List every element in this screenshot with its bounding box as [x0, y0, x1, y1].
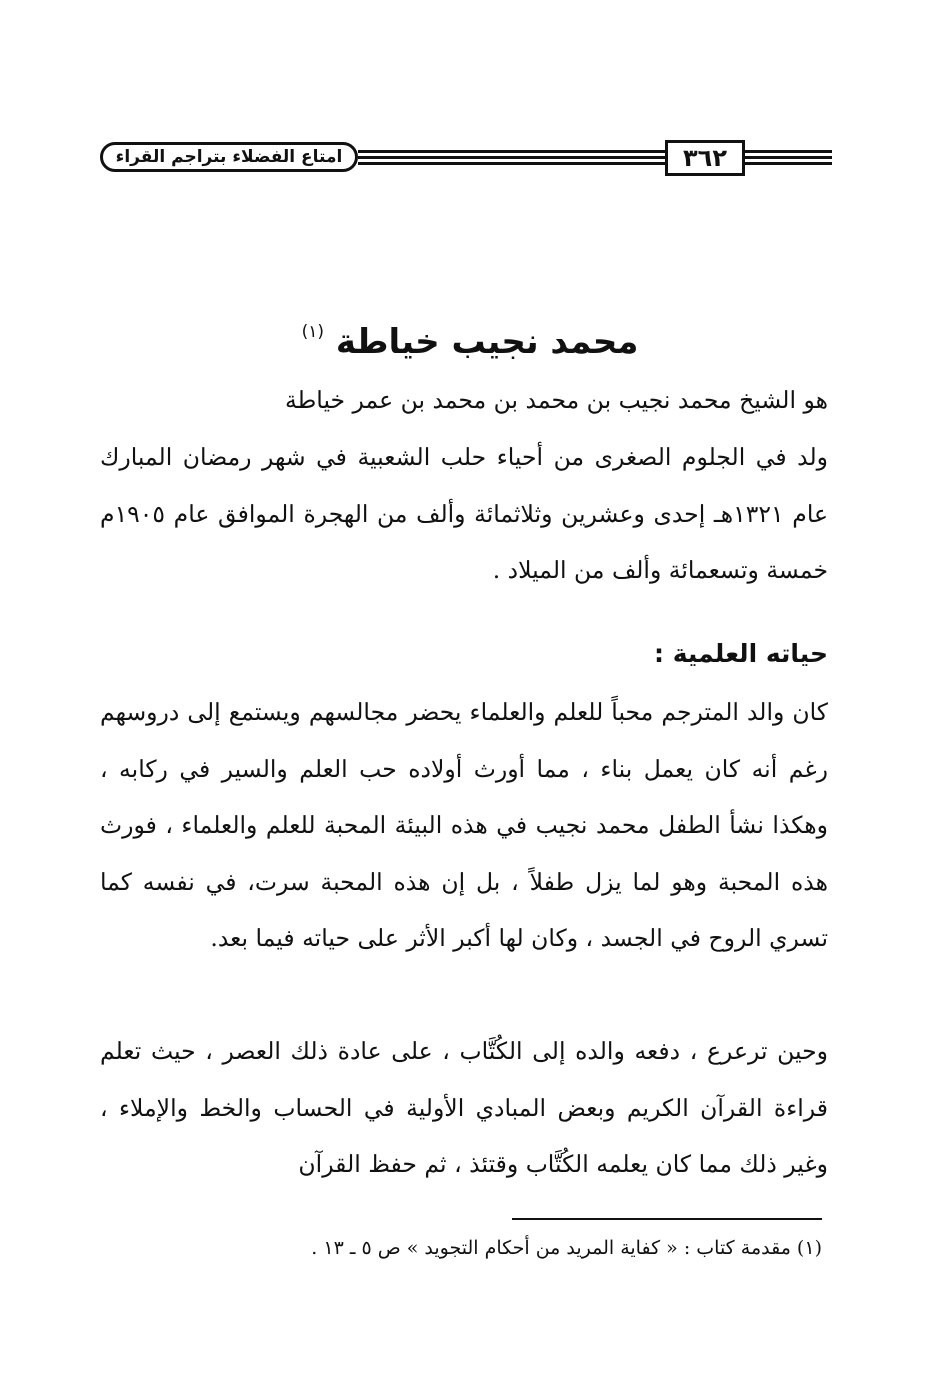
- footnote-rule: [512, 1218, 822, 1220]
- school-paragraph: وحين ترعرع ، دفعه والده إلى الكُتَّاب ، على عادة ذلك العصر ، حيث تعلم قراءة القرآن الكريم وبعض المبادي الأولية في الحساب والخط والإملاء ، وغير ذلك مما كان يعلمه الكُتَّاب وقتئذ ، ثم حفظ القرآن: [100, 1037, 828, 1178]
- entry-title-text: محمد نجيب خياطة: [335, 322, 639, 362]
- header-rule: [358, 162, 832, 165]
- header-rule: [358, 156, 832, 159]
- birth-paragraph: ولد في الجلوم الصغرى من أحياء حلب الشعبية في شهر رمضان المبارك عام ١٣٢١هـ إحدى وعشرين وثلاثمائة وألف من الهجرة الموافق عام ١٩٠٥م خمسة وتسعمائة وألف من الميلاد .: [100, 443, 828, 584]
- header-book-title: امتاع الفضلاء بتراجم القراء: [100, 142, 358, 172]
- name-line: هو الشيخ محمد نجيب بن محمد بن محمد بن عمر خياطة: [284, 386, 828, 414]
- footnote: (١) مقدمة كتاب : « كفاية المريد من أحكام التجويد » ص ٥ ـ ١٣ .: [311, 1237, 822, 1259]
- running-header: [100, 138, 832, 178]
- footnote-marker: (١): [301, 322, 324, 342]
- entry-title: [300, 302, 640, 372]
- life-paragraph: كان والد المترجم محباً للعلم والعلماء يحضر مجالسهم ويستمع إلى دروسهم رغم أنه كان يعمل بناء ، مما أورث أولاده حب العلم والسير في ركابه ، وهكذا نشأ الطفل محمد نجيب في هذه البيئة المحبة للعلم والعلماء ، فورث هذه المحبة وهو لما يزل طفلاً ، بل إن هذه المحبة سرت، في نفسه كما تسري الروح في الجسد ، وكان لها أكبر الأثر على حياته فيما بعد.: [100, 698, 828, 952]
- section-heading: حياته العلمية :: [654, 639, 828, 668]
- page-number: ٣٦٢: [665, 140, 745, 176]
- header-rule: [358, 150, 832, 153]
